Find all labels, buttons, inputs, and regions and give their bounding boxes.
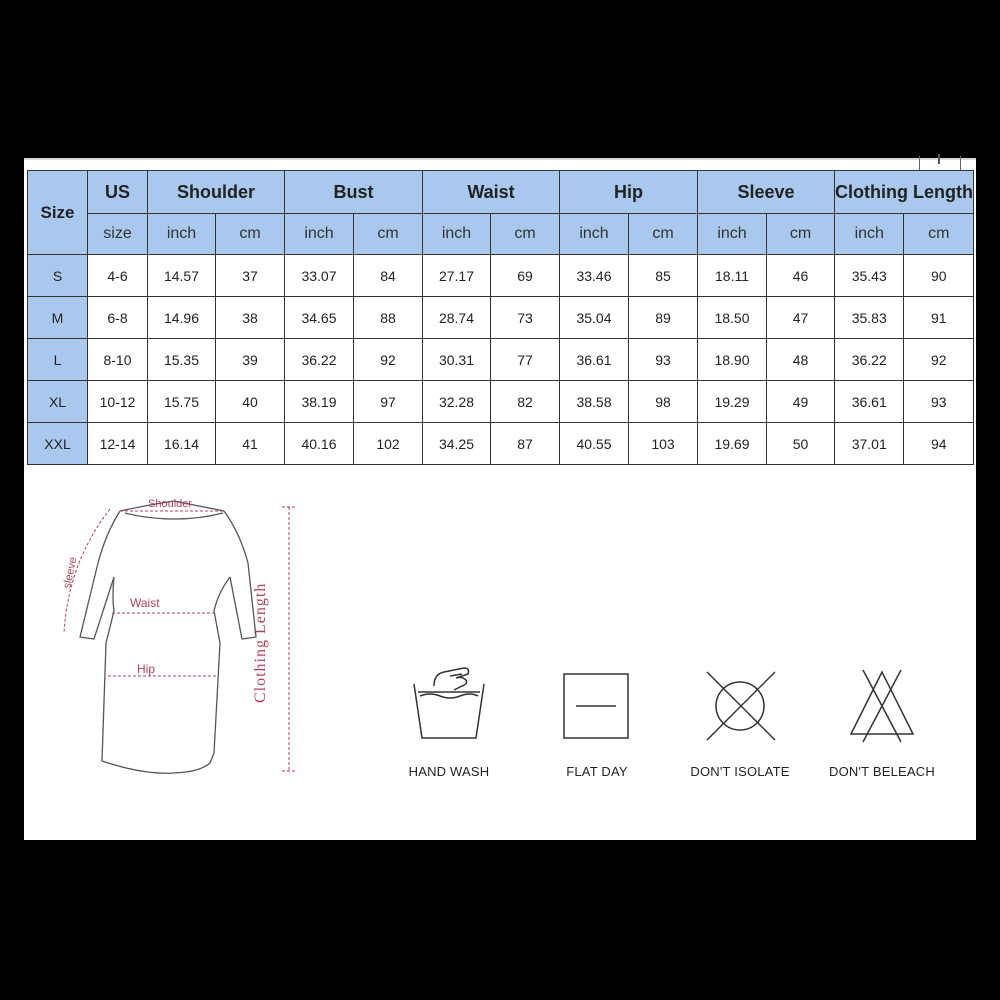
table-cell: 15.35	[148, 339, 216, 381]
table-cell: 14.57	[148, 255, 216, 297]
table-cell: 34.25	[423, 423, 491, 465]
table-cell: 103	[629, 423, 698, 465]
table-cell: 8-10	[88, 339, 148, 381]
table-cell: 38.19	[285, 381, 354, 423]
table-cell: 18.90	[698, 339, 767, 381]
table-cell: 90	[904, 255, 973, 297]
table-cell: 19.69	[698, 423, 767, 465]
unit-header-cell: cm	[629, 214, 698, 255]
waist-label: Waist	[130, 596, 160, 610]
unit-header-cell: size	[88, 214, 148, 255]
table-cell: 85	[629, 255, 698, 297]
table-cell: 36.22	[285, 339, 354, 381]
table-cell: 102	[354, 423, 423, 465]
table-cell: 82	[491, 381, 560, 423]
size-table-body	[28, 255, 974, 465]
us-header: US	[88, 171, 148, 214]
unit-header-cell: inch	[148, 214, 216, 255]
table-cell: 98	[629, 381, 698, 423]
waist-header: Waist	[423, 171, 560, 214]
table-cell: 93	[629, 339, 698, 381]
sleeve-header: Sleeve	[698, 171, 835, 214]
table-cell: 92	[904, 339, 973, 381]
table-row	[28, 255, 974, 297]
unit-header-cell: inch	[285, 214, 354, 255]
care-do-not-iron	[670, 666, 810, 779]
table-cell: 93	[904, 381, 973, 423]
size-label-cell: XL	[28, 381, 88, 423]
table-cell: 30.31	[423, 339, 491, 381]
table-cell: 94	[904, 423, 973, 465]
hip-header: Hip	[560, 171, 698, 214]
table-cell: 28.74	[423, 297, 491, 339]
table-cell: 91	[904, 297, 973, 339]
table-cell: 40.55	[560, 423, 629, 465]
do-not-iron-label: DON'T ISOLATE	[690, 764, 790, 779]
top-divider	[24, 158, 976, 160]
clothing-length-label: Clothing Length	[252, 582, 269, 703]
table-cell: 32.28	[423, 381, 491, 423]
table-cell: 10-12	[88, 381, 148, 423]
size-label-cell: M	[28, 297, 88, 339]
dress-measurement-diagram	[24, 493, 324, 833]
table-cell: 47	[767, 297, 835, 339]
size-header: Size	[28, 171, 88, 255]
table-cell: 19.29	[698, 381, 767, 423]
table-cell: 16.14	[148, 423, 216, 465]
hip-label: Hip	[137, 662, 156, 676]
table-cell: 89	[629, 297, 698, 339]
bust-header: Bust	[285, 171, 423, 214]
table-cell: 12-14	[88, 423, 148, 465]
table-cell: 41	[216, 423, 285, 465]
table-cell: 46	[767, 255, 835, 297]
table-cell: 77	[491, 339, 560, 381]
table-cell: 88	[354, 297, 423, 339]
flat-dry-icon	[552, 666, 642, 746]
table-cell: 97	[354, 381, 423, 423]
shoulder-label: Shoulder	[148, 498, 193, 510]
size-label-cell: XXL	[28, 423, 88, 465]
table-cell: 34.65	[285, 297, 354, 339]
table-cell: 37	[216, 255, 285, 297]
table-cell: 27.17	[423, 255, 491, 297]
shoulder-header: Shoulder	[148, 171, 285, 214]
table-cell: 35.04	[560, 297, 629, 339]
unit-header-cell: cm	[767, 214, 835, 255]
group-header-row	[28, 171, 974, 214]
unit-header-cell: inch	[835, 214, 904, 255]
size-table	[27, 170, 974, 465]
table-cell: 73	[491, 297, 560, 339]
table-cell: 40.16	[285, 423, 354, 465]
table-cell: 15.75	[148, 381, 216, 423]
table-cell: 33.46	[560, 255, 629, 297]
table-cell: 33.07	[285, 255, 354, 297]
table-cell: 36.61	[835, 381, 904, 423]
hand-wash-label: HAND WASH	[408, 764, 490, 779]
dress-outline-icon	[24, 493, 324, 833]
unit-header-cell: inch	[560, 214, 629, 255]
unit-header-cell: inch	[698, 214, 767, 255]
unit-header-cell: cm	[354, 214, 423, 255]
table-row	[28, 381, 974, 423]
table-cell: 87	[491, 423, 560, 465]
table-cell: 40	[216, 381, 285, 423]
table-cell: 50	[767, 423, 835, 465]
table-cell: 84	[354, 255, 423, 297]
table-cell: 92	[354, 339, 423, 381]
care-do-not-bleach	[812, 666, 952, 779]
table-row	[28, 297, 974, 339]
table-cell: 37.01	[835, 423, 904, 465]
table-cell: 6-8	[88, 297, 148, 339]
table-row	[28, 423, 974, 465]
table-cell: 36.61	[560, 339, 629, 381]
table-cell: 48	[767, 339, 835, 381]
care-flat-dry	[527, 666, 667, 779]
unit-header-cell: cm	[491, 214, 560, 255]
clothing-length-header: Clothing Length	[835, 171, 974, 214]
sleeve-label: sleeve	[61, 556, 80, 590]
table-cell: 69	[491, 255, 560, 297]
table-cell: 18.50	[698, 297, 767, 339]
flat-dry-label: FLAT DAY	[566, 764, 628, 779]
size-label-cell: S	[28, 255, 88, 297]
size-chart-sheet	[24, 158, 976, 840]
table-cell: 35.83	[835, 297, 904, 339]
unit-header-row	[28, 214, 974, 255]
do-not-iron-icon	[695, 666, 785, 746]
table-cell: 36.22	[835, 339, 904, 381]
table-cell: 4-6	[88, 255, 148, 297]
table-cell: 39	[216, 339, 285, 381]
do-not-bleach-label: DON'T BELEACH	[829, 764, 935, 779]
care-hand-wash	[379, 666, 519, 779]
do-not-bleach-icon	[837, 666, 927, 746]
table-cell: 38	[216, 297, 285, 339]
table-cell: 38.58	[560, 381, 629, 423]
table-cell: 14.96	[148, 297, 216, 339]
table-cell: 49	[767, 381, 835, 423]
table-cell: 18.11	[698, 255, 767, 297]
hand-wash-icon	[404, 666, 494, 746]
size-label-cell: L	[28, 339, 88, 381]
unit-header-cell: cm	[216, 214, 285, 255]
unit-header-cell: cm	[904, 214, 973, 255]
table-cell: 35.43	[835, 255, 904, 297]
unit-header-cell: inch	[423, 214, 491, 255]
table-row	[28, 339, 974, 381]
